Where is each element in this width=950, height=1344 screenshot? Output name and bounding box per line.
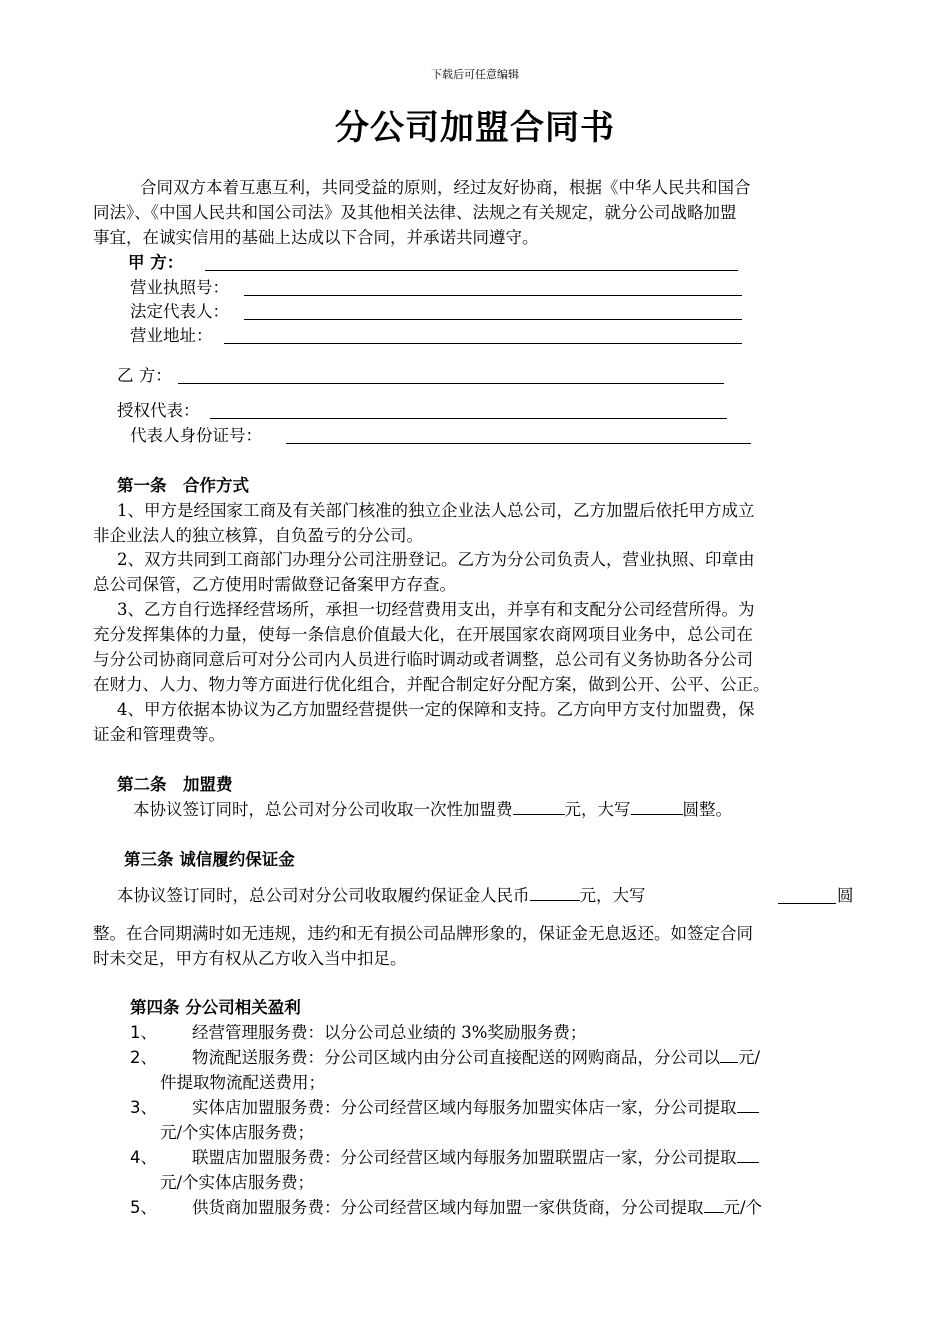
article-1-line: 在财力、人力、物力等方面进行优化组合，并配合制定好分配方案，做到公开、公平、公正。 [93,675,770,694]
article-1-line: 2、双方共同到工商部门办理分公司注册登记。乙方为分公司负责人，营业执照、印章由 [117,550,755,569]
article-1-line: 1、甲方是经国家工商及有关部门核准的独立企业法人总公司，乙方加盟后依托甲方成立 [117,501,755,520]
article-1-line: 3、乙方自行选择经营场所，承担一切经营费用支出，并享有和支配分公司经营所得。为 [117,600,755,619]
item-number: 4、 [130,1148,157,1167]
item-text-main: 实体店加盟服务费：分公司经营区域内每服务加盟实体店一家，分公司提取 [192,1098,737,1117]
item-text-tail: 元/个 [723,1198,763,1217]
article-1-heading: 第一条 合作方式 [117,476,249,495]
article-1-line: 非企业法人的独立核算，自负盈亏的分公司。 [93,526,423,545]
deposit-amount-blank [530,886,580,901]
preamble-line: 合同双方本着互惠互利，共同受益的原则，经过友好协商，根据《中华人民共和国合 [140,178,751,197]
article-3-text [117,883,646,909]
authorized-rep-label: 授权代表： [117,401,200,420]
fee-capital-blank [631,800,683,815]
party-b-label: 乙 方： [117,366,172,385]
item-text [192,1195,762,1221]
item-continuation: 元/个实体店服务费； [160,1173,315,1192]
article-1-line: 充分发挥集体的力量，使每一条信息价值最大化，在开展国家农商网项目业务中，总公司在 [93,625,753,644]
rep-id-blank [286,429,751,444]
item-continuation: 元/个实体店服务费； [160,1123,315,1142]
address-blank [224,329,742,344]
article-3-heading: 第三条 诚信履约保证金 [124,850,295,869]
item-blank [737,1098,759,1113]
item-text-tail: 元/ [738,1048,761,1067]
header-note: 下载后可任意编辑 [431,68,519,81]
deposit-text: 本协议签订同时，总公司对分公司收取履约保证金人民币 [117,886,530,905]
article-2-text [133,797,732,823]
item-blank [720,1048,738,1063]
document-title: 分公司加盟合同书 [335,108,615,148]
article-4-heading: 第四条 分公司相关盈利 [130,998,301,1017]
legal-rep-label: 法定代表人： [130,302,229,321]
legal-rep-blank [244,305,742,320]
authorized-rep-blank [210,404,727,419]
item-blank [704,1198,724,1213]
item-text [192,1045,760,1071]
deposit-capital-blank [778,889,836,904]
article-1-line: 4、甲方依据本协议为乙方加盟经营提供一定的保障和支持。乙方向甲方支付加盟费，保 [117,700,755,719]
party-b-blank [178,369,724,384]
deposit-unit-text: 元，大写 [579,886,646,905]
preamble-line: 事宜，在诚实信用的基础上达成以下合同，并承诺共同遵守。 [93,228,539,247]
fee-end-text: 圆整。 [682,800,732,819]
article-2-heading: 第二条 加盟费 [117,775,233,794]
item-number: 1、 [130,1023,157,1042]
license-label: 营业执照号： [130,278,229,297]
item-text-main: 供货商加盟服务费：分公司经营区域内每加盟一家供货商，分公司提取 [192,1198,704,1217]
deposit-end-text: 圆 [837,886,854,905]
article-1-line: 证金和管理费等。 [93,725,225,744]
item-number: 5、 [130,1198,157,1217]
address-label: 营业地址： [130,326,213,345]
item-text: 经营管理服务费：以分公司总业绩的 3%奖励服务费； [192,1023,587,1042]
item-text [192,1095,759,1121]
article-1-line: 总公司保管，乙方使用时需做登记备案甲方存查。 [93,575,456,594]
item-text-main: 联盟店加盟服务费：分公司经营区域内每服务加盟联盟店一家，分公司提取 [192,1148,737,1167]
item-text-main: 物流配送服务费：分公司区域内由分公司直接配送的网购商品，分公司以 [192,1048,720,1067]
preamble-line: 同法》、《中国人民共和国公司法》及其他相关法律、法规之有关规定，就分公司战略加盟 [93,203,737,222]
party-a-blank [205,256,738,271]
fee-text: 本协议签订同时，总公司对分公司收取一次性加盟费 [133,800,513,819]
item-number: 3、 [130,1098,157,1117]
fee-amount-blank [513,800,565,815]
fee-unit-text: 元，大写 [564,800,631,819]
party-a-label: 甲 方： [128,253,184,272]
article-3-line: 时未交足，甲方有权从乙方收入当中扣足。 [93,949,407,968]
item-number: 2、 [130,1048,157,1067]
item-blank [737,1148,759,1163]
rep-id-label: 代表人身份证号： [130,426,262,445]
item-text [192,1145,759,1171]
license-blank [244,281,742,296]
article-1-line: 与分公司协商同意后可对分公司内人员进行临时调动或者调整，总公司有义务协助各分公司 [93,650,753,669]
item-continuation: 件提取物流配送费用； [160,1073,325,1092]
article-3-line: 整。在合同期满时如无违规，违约和无有损公司品牌形象的，保证金无息返还。如签定合同 [93,924,753,943]
